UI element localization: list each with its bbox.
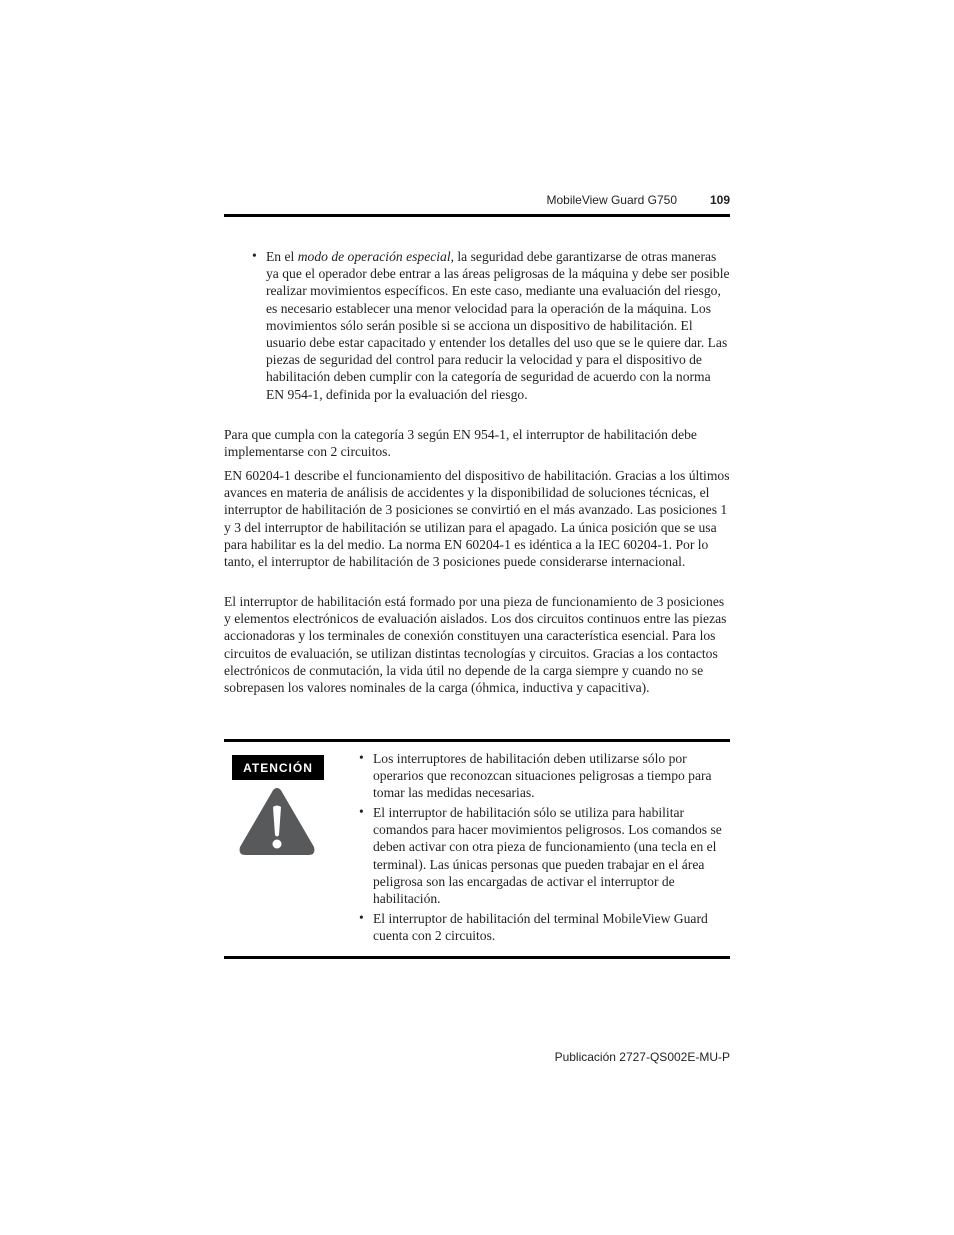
paragraph: EN 60204-1 describe el funcionamiento del dispositivo de habilitación. Gracias a los últimos avances en materia de análisis de accidentes y la disponibilidad de soluciones técnicas, el interruptor de habilitación de 3 posiciones se convirtió en el más avanzado. Las posiciones 1 y 3 del interruptor de habilitación se utilizan para el apagado. La única posición que se usa para habilitar es la del medio. La norma EN 60204-1 es idéntica a la IEC 60204-1. Por lo tanto, el interruptor de habilitación de 3 posiciones puede considerarse internacional. [224, 468, 730, 570]
header-rule [224, 214, 730, 217]
paragraph: El interruptor de habilitación está formado por una pieza de funcionamiento de 3 posiciones y elementos electrónicos de evaluación aislados. Los dos circuitos continuos entre las piezas accionadoras y los terminales de conexión constituyen una característica esencial. Para los circuitos de evaluación, se utilizan distintas tecnologías y circuitos. Gracias a los contactos electrónicos de conmutación, la vida útil no depende de la carga siempre y cuando no se sobrepasen los valores nominales de la carga (óhmica, inductiva y capacitiva). [224, 594, 727, 696]
publication-footer: Publicación 2727-QS002E-MU-P [554, 1050, 730, 1064]
page-number: 109 [709, 193, 730, 207]
attention-top-rule [224, 739, 730, 742]
text: En el [266, 249, 298, 264]
attention-item: El interruptor de habilitación del terminal MobileView Guard cuenta con 2 circuitos. [373, 911, 708, 944]
paragraph: Para que cumpla con la categoría 3 según EN 954-1, el interruptor de habilitación debe implementarse con 2 circuitos. [224, 427, 697, 460]
attention-item: El interruptor de habilitación sólo se utiliza para habilitar comandos para hacer movimientos peligrosos. Los comandos se deben activar con otra pieza de funcionamiento (una tecla en el terminal). Las únicas personas que pueden trabajar en el área peligrosa son las encargadas de activar el interruptor de habilitación. [373, 805, 722, 907]
attention-bottom-rule [224, 956, 730, 959]
header-title: MobileView Guard G750 [546, 193, 677, 207]
bullet: • [359, 804, 364, 819]
bullet: • [359, 910, 364, 925]
attention-item: Los interruptores de habilitación deben utilizarse sólo por operarios que reconozcan situaciones peligrosas a tiempo para tomar las medidas necesarias. [373, 751, 712, 801]
bullet: • [252, 248, 257, 263]
attention-label: ATENCIÓN [232, 755, 324, 780]
italic-term: modo de operación especial [297, 249, 451, 264]
warning-triangle-icon [237, 785, 317, 857]
text: , la seguridad debe garantizarse de otras maneras ya que el operador debe entrar a las áreas peligrosas de la máquina y debe ser posible realizar movimientos específicos. En este caso, mediante una evaluación del riesgo, es necesario establecer una menor velocidad para la operación de la máquina. Los movimientos sólo serán posible si se acciona un dispositivo de habilitación. El usuario debe estar capacitado y entender los detalles del uso que se le quiere dar. Las piezas de seguridad del control para reducir la velocidad y para el dispositivo de habilitación deben cumplir con la categoría de seguridad de acuerdo con la norma EN 954-1, definida por la evaluación del riesgo. [266, 249, 730, 402]
bullet-paragraph [266, 248, 730, 403]
bullet: • [359, 750, 364, 765]
